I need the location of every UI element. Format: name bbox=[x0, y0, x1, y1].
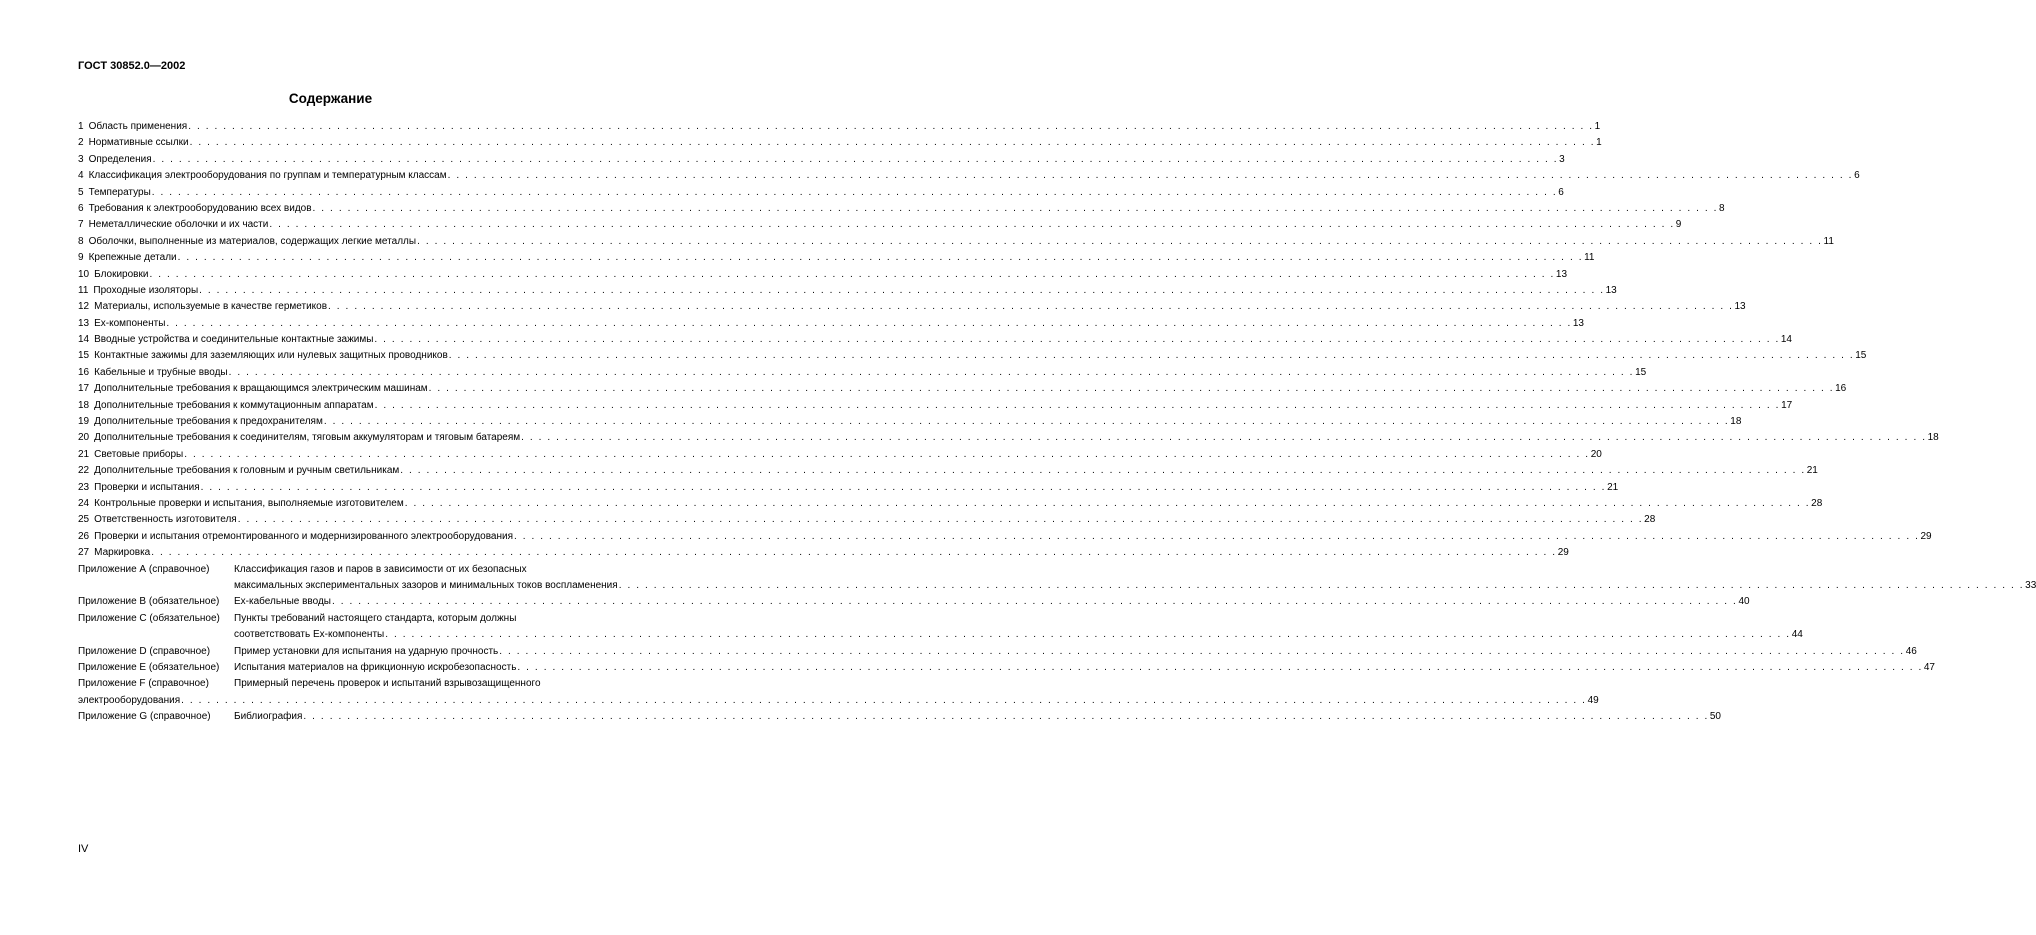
toc-entry-title: Нормативные ссылки bbox=[88, 137, 189, 149]
leader-dots bbox=[201, 480, 1606, 496]
toc-entry-number: 12 bbox=[78, 301, 90, 313]
appendix-a-page: 33 bbox=[2025, 579, 2036, 591]
leader-dots bbox=[184, 447, 1589, 463]
appendix-f-page: 49 bbox=[1587, 694, 1599, 706]
table-of-contents bbox=[78, 119, 2036, 725]
toc-entry-number: 10 bbox=[78, 268, 90, 280]
appendix-g-prefix: Приложение G (справочное) bbox=[78, 711, 211, 723]
appendix-g-title: Библиография bbox=[234, 711, 303, 723]
toc-entry-number: 3 bbox=[78, 153, 84, 165]
toc-entry-page: 13 bbox=[1572, 317, 1584, 329]
toc-entry-number: 19 bbox=[78, 416, 90, 428]
toc-entry-page: 14 bbox=[1780, 334, 1792, 346]
toc-entry[interactable] bbox=[78, 463, 1818, 479]
appendix-d-title: Пример установки для испытания на ударную прочность bbox=[234, 645, 499, 657]
toc-entry-page: 13 bbox=[1734, 301, 1746, 313]
toc-entry-label bbox=[78, 168, 447, 184]
leader-dots bbox=[149, 267, 1554, 283]
toc-appendix-a[interactable] bbox=[78, 562, 2036, 595]
leader-dots bbox=[374, 332, 1779, 348]
appendix-d-page: 46 bbox=[1905, 645, 1917, 657]
toc-entry-title: Дополнительные требования к предохранителям bbox=[94, 416, 323, 428]
toc-entry[interactable] bbox=[78, 299, 1746, 315]
leader-dots bbox=[328, 299, 1733, 315]
leader-dots bbox=[166, 316, 1571, 332]
toc-entry[interactable] bbox=[78, 185, 1564, 201]
toc-entry-page: 16 bbox=[1835, 383, 1847, 395]
toc-entry-title: Требования к электрооборудованию всех видов bbox=[88, 202, 312, 214]
toc-appendix-c[interactable] bbox=[78, 611, 1803, 644]
toc-entry-number: 23 bbox=[78, 481, 90, 493]
toc-entry-page: 8 bbox=[1719, 202, 1725, 214]
toc-entry-number: 1 bbox=[78, 121, 84, 132]
toc-appendix-f-line2[interactable] bbox=[78, 693, 1599, 709]
toc-entry-page: 18 bbox=[1730, 416, 1742, 428]
toc-entry-title: Световые приборы bbox=[94, 448, 184, 460]
toc-entry-title: Блокировки bbox=[94, 268, 149, 280]
toc-entry-title: Дополнительные требования к соединителям, тяговым аккумуляторам и тяговым батареям bbox=[94, 432, 521, 444]
leader-dots bbox=[269, 217, 1674, 233]
toc-entry[interactable] bbox=[78, 496, 1823, 512]
leader-dots bbox=[238, 512, 1643, 528]
appendix-a-title-line2: максимальных экспериментальных зазоров и минимальных токов воспламенения bbox=[234, 579, 618, 591]
toc-entry-number: 22 bbox=[78, 465, 90, 477]
toc-entry-title: Ех-компоненты bbox=[94, 317, 166, 329]
toc-appendix-g[interactable] bbox=[78, 709, 1721, 725]
toc-entry-label bbox=[78, 135, 189, 151]
toc-entry-title: Температуры bbox=[88, 186, 151, 198]
appendix-e-prefix: Приложение Е (обязательное) bbox=[78, 661, 220, 673]
toc-entry-number: 25 bbox=[78, 514, 90, 526]
toc-entry-label bbox=[78, 299, 327, 315]
toc-entry-number: 27 bbox=[78, 547, 90, 559]
toc-entry-title: Дополнительные требования к вращающимся электрическим машинам bbox=[94, 383, 428, 395]
toc-entry-number: 16 bbox=[78, 366, 90, 378]
leader-dots bbox=[385, 627, 1790, 643]
toc-entry[interactable] bbox=[78, 119, 1601, 135]
toc-entry-number: 15 bbox=[78, 350, 90, 362]
appendix-c-title-line2: соответствовать Ех-компоненты bbox=[234, 629, 385, 641]
toc-entry-title: Дополнительные требования к коммутационным аппаратам bbox=[94, 399, 374, 411]
toc-entry[interactable] bbox=[78, 430, 1939, 446]
toc-entry-title: Ответственность изготовителя bbox=[94, 514, 237, 526]
document-header: ГОСТ 30852.0—2002 bbox=[78, 60, 186, 72]
toc-entry-label bbox=[78, 430, 520, 446]
toc-entry-page: 9 bbox=[1675, 219, 1682, 231]
toc-entry-label bbox=[78, 480, 200, 496]
toc-entry[interactable] bbox=[78, 217, 1682, 233]
leader-dots bbox=[499, 644, 1904, 660]
toc-entry-label bbox=[78, 217, 268, 233]
toc-entry-label bbox=[78, 234, 416, 250]
toc-entry-title: Проверки и испытания bbox=[94, 481, 200, 493]
toc-entry-number: 6 bbox=[78, 202, 84, 214]
toc-entry-title: Контрольные проверки и испытания, выполняемые изготовителем bbox=[94, 497, 404, 509]
toc-entry-number: 26 bbox=[78, 530, 90, 542]
toc-entry-label bbox=[78, 119, 187, 135]
leader-dots bbox=[332, 594, 1737, 610]
toc-entry-page: 18 bbox=[1927, 432, 1939, 444]
toc-entry-page: 17 bbox=[1781, 399, 1793, 411]
toc-entry-page: 13 bbox=[1605, 284, 1617, 296]
leader-dots bbox=[517, 660, 1922, 676]
toc-entry-label bbox=[78, 332, 373, 348]
toc-entry[interactable] bbox=[78, 447, 1602, 463]
leader-dots bbox=[178, 250, 1583, 266]
toc-entry[interactable] bbox=[78, 348, 1867, 364]
appendix-d-prefix: Приложение D (справочное) bbox=[78, 645, 211, 657]
toc-entry[interactable] bbox=[78, 512, 1656, 528]
toc-entry-number: 9 bbox=[78, 252, 84, 264]
toc-entry-page: 3 bbox=[1559, 153, 1565, 165]
appendix-b-prefix: Приложение В (обязательное) bbox=[78, 596, 220, 608]
toc-entry-page: 21 bbox=[1806, 465, 1818, 477]
toc-entry-label bbox=[78, 512, 237, 528]
leader-dots bbox=[152, 185, 1557, 201]
toc-entry-label bbox=[78, 316, 165, 332]
leader-dots bbox=[229, 365, 1634, 381]
toc-entry-label bbox=[78, 545, 150, 561]
toc-entry-number: 14 bbox=[78, 334, 90, 346]
leader-dots bbox=[199, 283, 1604, 299]
toc-entry-label bbox=[78, 365, 228, 381]
toc-entry-number: 4 bbox=[78, 170, 84, 182]
toc-entry-label bbox=[78, 348, 448, 364]
toc-entry-number: 24 bbox=[78, 497, 90, 509]
leader-dots bbox=[619, 578, 2024, 594]
appendix-a-prefix: Приложение А (справочное) bbox=[78, 563, 210, 575]
toc-entry-label bbox=[78, 283, 198, 299]
toc-entry-number: 13 bbox=[78, 317, 90, 329]
appendix-a-title-line1: Классификация газов и паров в зависимости от их безопасных bbox=[234, 563, 527, 575]
toc-entry-page: 6 bbox=[1854, 170, 1860, 182]
leader-dots bbox=[417, 234, 1822, 250]
toc-entry[interactable] bbox=[78, 135, 1602, 151]
leader-dots bbox=[303, 709, 1708, 725]
toc-entry-label bbox=[78, 267, 148, 283]
toc-entry-number: 7 bbox=[78, 219, 84, 231]
toc-entry-label bbox=[78, 250, 177, 266]
toc-entry-page: 28 bbox=[1644, 514, 1656, 526]
toc-entry[interactable] bbox=[78, 152, 1565, 168]
toc-entry[interactable] bbox=[78, 398, 1793, 414]
toc-entry-label bbox=[78, 447, 183, 463]
toc-entry-label bbox=[78, 381, 428, 397]
toc-entry-page: 15 bbox=[1855, 350, 1867, 362]
toc-entry-label bbox=[78, 201, 312, 217]
leader-dots bbox=[181, 693, 1586, 709]
appendix-c-title-line1: Пункты требований настоящего стандарта, которым должны bbox=[234, 612, 517, 624]
toc-entry[interactable] bbox=[78, 283, 1617, 299]
toc-entry-page: 29 bbox=[1920, 530, 1932, 542]
toc-entry-page: 15 bbox=[1635, 366, 1647, 378]
leader-dots bbox=[153, 152, 1558, 168]
toc-entry-page: 29 bbox=[1557, 547, 1569, 559]
leader-dots bbox=[151, 545, 1556, 561]
leader-dots bbox=[375, 398, 1780, 414]
leader-dots bbox=[313, 201, 1718, 217]
toc-entry[interactable] bbox=[78, 332, 1792, 348]
toc-entry-title: Область применения bbox=[88, 121, 188, 132]
toc-entry-title: Проверки и испытания отремонтированного и модернизированного электрооборудования bbox=[94, 530, 514, 542]
toc-entry-title: Определения bbox=[88, 153, 152, 165]
toc-entry[interactable] bbox=[78, 168, 1860, 184]
toc-entry-label bbox=[78, 414, 323, 430]
appendix-e-title: Испытания материалов на фрикционную искробезопасность bbox=[234, 661, 517, 673]
toc-entry-title: Проходные изоляторы bbox=[93, 284, 199, 296]
leader-dots bbox=[400, 463, 1805, 479]
toc-entry-title: Материалы, используемые в качестве герметиков bbox=[94, 301, 328, 313]
toc-entry-label bbox=[78, 185, 151, 201]
leader-dots bbox=[190, 135, 1595, 151]
toc-entry[interactable] bbox=[78, 414, 1742, 430]
toc-entry-label bbox=[78, 463, 399, 479]
toc-entry-page: 11 bbox=[1823, 235, 1834, 247]
appendix-g-page: 50 bbox=[1709, 711, 1721, 723]
toc-entry-page: 21 bbox=[1607, 481, 1619, 493]
leader-dots bbox=[429, 381, 1834, 397]
toc-entry-page: 1 bbox=[1596, 137, 1602, 149]
toc-entry-number: 8 bbox=[78, 235, 84, 247]
toc-entry[interactable] bbox=[78, 545, 1569, 561]
toc-entry-title: Классификация электрооборудования по группам и температурным классам bbox=[88, 170, 447, 182]
toc-entry[interactable] bbox=[78, 234, 1834, 250]
toc-entry-number: 2 bbox=[78, 137, 84, 149]
toc-entry-title: Крепежные детали bbox=[88, 252, 177, 264]
appendix-c-page: 44 bbox=[1791, 629, 1803, 641]
toc-entry-page: 1 bbox=[1594, 121, 1601, 132]
leader-dots bbox=[514, 529, 1919, 545]
leader-dots bbox=[449, 348, 1854, 364]
toc-entry-title: Дополнительные требования к головным и ручным светильникам bbox=[94, 465, 400, 477]
leader-dots bbox=[521, 430, 1926, 446]
toc-entry[interactable] bbox=[78, 267, 1568, 283]
leader-dots bbox=[324, 414, 1729, 430]
toc-entry-label bbox=[78, 496, 404, 512]
toc-appendix-e[interactable] bbox=[78, 660, 1935, 676]
toc-entry[interactable] bbox=[78, 365, 1647, 381]
page-title: Содержание bbox=[288, 91, 373, 106]
toc-entry[interactable] bbox=[78, 250, 1595, 266]
toc-appendix-d[interactable] bbox=[78, 644, 1917, 660]
page-number: IV bbox=[78, 843, 89, 855]
toc-entry[interactable] bbox=[78, 480, 1619, 496]
toc-entry-number: 11 bbox=[78, 284, 89, 296]
toc-entry-title: Кабельные и трубные вводы bbox=[94, 366, 228, 378]
toc-entry-number: 18 bbox=[78, 399, 90, 411]
toc-entry-label bbox=[78, 152, 152, 168]
appendix-f-title-line2: электрооборудования bbox=[78, 694, 181, 706]
toc-entry-number: 21 bbox=[78, 448, 90, 460]
toc-entry-page: 20 bbox=[1590, 448, 1602, 460]
appendix-b-page: 40 bbox=[1738, 596, 1750, 608]
leader-dots bbox=[188, 119, 1593, 135]
toc-entry-page: 11 bbox=[1584, 252, 1595, 264]
leader-dots bbox=[405, 496, 1810, 512]
toc-entry[interactable] bbox=[78, 316, 1584, 332]
toc-entry-page: 6 bbox=[1558, 186, 1564, 198]
toc-entry-page: 28 bbox=[1811, 497, 1823, 509]
appendix-c-prefix: Приложение С (обязательное) bbox=[78, 612, 220, 624]
appendix-e-page: 47 bbox=[1923, 661, 1935, 673]
toc-appendix-b[interactable] bbox=[78, 594, 1750, 610]
toc-entry[interactable] bbox=[78, 529, 1932, 545]
toc-entry-page: 13 bbox=[1555, 268, 1568, 280]
toc-entry[interactable] bbox=[78, 381, 1847, 397]
toc-entry-label bbox=[78, 398, 374, 414]
toc-entry-number: 5 bbox=[78, 186, 84, 198]
toc-entry-number: 17 bbox=[78, 383, 90, 395]
toc-entry-number: 20 bbox=[78, 432, 90, 444]
toc-entry[interactable] bbox=[78, 201, 1725, 217]
toc-entry-title: Неметаллические оболочки и их части bbox=[88, 219, 269, 231]
leader-dots bbox=[448, 168, 1853, 184]
appendix-f-prefix: Приложение F (справочное) bbox=[78, 678, 209, 690]
toc-entry-label bbox=[78, 529, 513, 545]
toc-entry-title: Оболочки, выполненные из материалов, содержащих легкие металлы bbox=[88, 235, 417, 247]
toc-entry-title: Контактные зажимы для заземляющих или нулевых защитных проводников bbox=[94, 350, 448, 362]
toc-appendix-f-line1[interactable] bbox=[78, 676, 614, 692]
toc-entry-title: Вводные устройства и соединительные контактные зажимы bbox=[94, 334, 374, 346]
toc-entry-title: Маркировка bbox=[94, 547, 151, 559]
appendix-b-title: Ех-кабельные вводы bbox=[234, 596, 331, 608]
appendix-f-title-line1: Примерный перечень проверок и испытаний взрывозащищенного bbox=[234, 678, 541, 690]
